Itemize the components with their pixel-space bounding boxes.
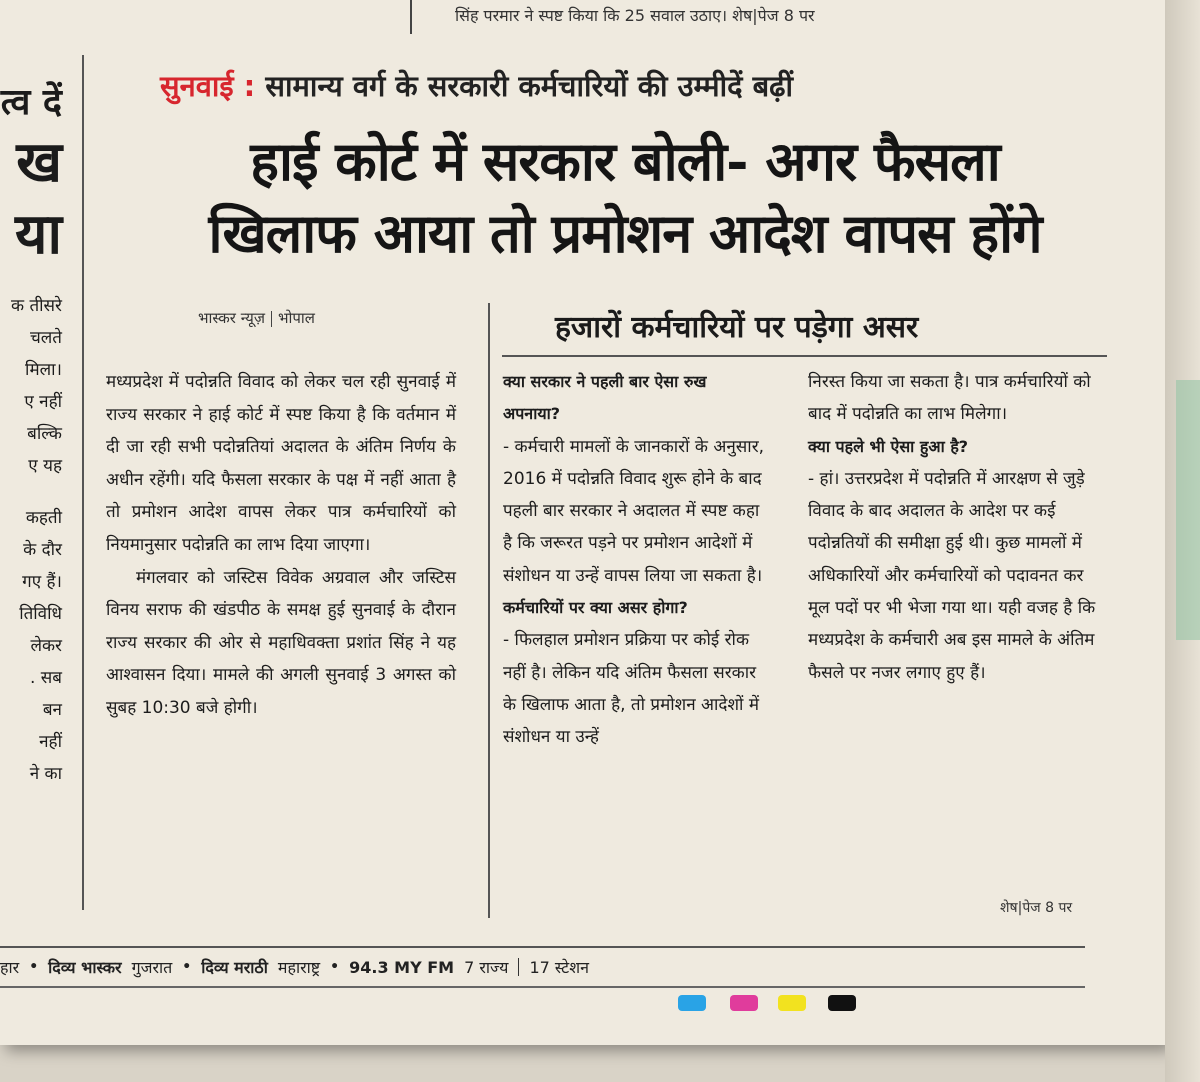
kicker — [160, 66, 793, 105]
left-line: गए हैं। — [22, 572, 62, 592]
byline-city: भोपाल — [277, 309, 315, 327]
answer: - कर्मचारी मामलों के जानकारों के अनुसार, 2016 में पदोन्नति विवाद शुरू होने के बाद पहली बार सरकार ने अदालत में स्पष्ट कहा है कि जरूरत पड़ने पर प्रमोशन आदेशों में संशोधन या उन्हें वापस लिया जा सकता है। — [503, 436, 765, 586]
main-paragraph-2: मंगलवार को जस्टिस विवेक अग्रवाल और जस्टिस विनय सराफ की खंडपीठ के समक्ष हुई सुनवाई के दौरान राज्य सरकार की ओर से महाधिवक्ता प्रशांत सिंह ने यह आश्वासन दिया। मामले की अगली सुनवाई 3 अगस्त को सुबह 10:30 बजे होगी। — [106, 567, 456, 718]
kicker-text: सामान्य वर्ग के सरकारी कर्मचारियों की उम्मीदें बढ़ीं — [265, 69, 793, 103]
footer-item: 17 स्टेशन — [529, 958, 589, 977]
left-fragment-column — [0, 78, 72, 913]
left-line: नहीं — [39, 732, 62, 752]
left-line: मिला। — [25, 360, 62, 380]
bullet-icon: • — [29, 959, 39, 975]
footer-separator — [518, 958, 519, 976]
cyan-registration-mark — [678, 995, 706, 1011]
left-line: ए यह — [28, 456, 62, 476]
sidebar-heading-rule — [502, 355, 1107, 357]
footer-brand: दिव्य मराठी — [201, 958, 268, 977]
left-big-line: त्व दें — [0, 81, 62, 123]
headline-line-2: खिलाफ आया तो प्रमोशन आदेश वापस होंगे — [208, 201, 1042, 265]
column-rule-left — [82, 55, 84, 910]
question: क्या सरकार ने पहली बार ऐसा रुख अपनाया? — [503, 372, 707, 424]
byline — [198, 308, 315, 328]
footer-top-rule — [0, 946, 1085, 948]
left-line: कहती — [25, 508, 62, 528]
left-line: ने का — [29, 764, 62, 784]
left-line: ए नहीं — [24, 392, 62, 412]
answer: - फिलहाल प्रमोशन प्रक्रिया पर कोई रोक नहीं है। लेकिन यदि अंतिम फैसला सरकार के खिलाफ आता है, तो प्रमोशन आदेशों में संशोधन या उन्हें — [503, 630, 759, 748]
footer-brands — [0, 952, 589, 982]
footer-item: हार — [0, 958, 20, 977]
question: क्या पहले भी ऐसा हुआ है? — [808, 436, 969, 456]
left-line: क तीसरे — [11, 296, 62, 316]
bullet-icon: • — [330, 959, 340, 975]
footer-brand: 94.3 MY FM — [349, 957, 455, 977]
kicker-separator: : — [233, 69, 266, 103]
qa-column-2 — [808, 366, 1098, 689]
sidebar-heading: हजारों कर्मचारियों पर पड़ेगा असर — [555, 310, 919, 345]
byline-separator — [271, 311, 272, 327]
answer: निरस्त किया जा सकता है। पात्र कर्मचारियों को बाद में पदोन्नति का लाभ मिलेगा। — [808, 372, 1091, 425]
left-line: के दौर — [23, 540, 62, 560]
top-snippet: सिंह परमार ने स्पष्ट किया कि 25 सवाल उठाए। शेष|पेज 8 पर — [455, 6, 815, 25]
column-rule-middle — [488, 303, 490, 918]
headline-line-1: हाई कोर्ट में सरकार बोली- अगर फैसला — [250, 129, 1000, 193]
left-big-line: ख — [16, 129, 62, 195]
black-registration-mark — [828, 995, 856, 1011]
left-line: चलते — [29, 328, 62, 348]
bullet-icon: • — [182, 959, 192, 975]
main-paragraph-1: मध्यप्रदेश में पदोन्नति विवाद को लेकर चल रही सुनवाई में राज्य सरकार ने हाई कोर्ट में स्पष्ट किया है कि वर्तमान में दी जा रही सभी पदोन्नतियां अदालत के अंतिम निर्णय के अधीन रहेंगी। यदि फैसला सरकार के पक्ष में नहीं आता है तो प्रमोशन आदेश वापस लेकर पात्र कर्मचारियों को नियमानुसार पदोन्नति का लाभ दिया जाएगा। — [106, 372, 456, 555]
left-line: बन — [42, 700, 62, 720]
left-line: तिविधि — [19, 604, 62, 624]
main-story — [106, 366, 456, 725]
qa-column-1 — [503, 366, 765, 754]
left-big-line: या — [15, 201, 62, 267]
top-column-rule — [410, 0, 412, 34]
footer-brand: दिव्य भास्कर — [48, 958, 122, 977]
footer-item: महाराष्ट्र — [277, 958, 321, 977]
headline — [100, 125, 1150, 269]
continued-on: शेष|पेज 8 पर — [1000, 900, 1073, 916]
magenta-registration-mark — [730, 995, 758, 1011]
footer-bottom-rule — [0, 986, 1085, 988]
left-line: . सब — [29, 668, 62, 688]
byline-agency: भास्कर न्यूज़ — [198, 309, 265, 327]
adjacent-page-green-print — [1176, 380, 1200, 640]
footer-item: गुजरात — [131, 958, 173, 977]
left-line: लेकर — [30, 636, 62, 656]
footer-item: 7 राज्य — [464, 958, 509, 977]
answer: - हां। उत्तरप्रदेश में पदोन्नति में आरक्षण से जुड़े विवाद के बाद अदालत के आदेश पर कई पदोन्नतियों की समीक्षा हुई थी। कुछ मामलों में अधिकारियों और कर्मचारियों को पदावनत कर मूल पदों पर भी भेजा गया था। यही वजह है कि मध्यप्रदेश के कर्मचारी अब इस मामले के अंतिम फैसले पर नजर लगाए हुए हैं। — [808, 468, 1096, 683]
yellow-registration-mark — [778, 995, 806, 1011]
question: कर्मचारियों पर क्या असर होगा? — [503, 598, 688, 618]
left-line: बल्कि — [27, 424, 62, 444]
kicker-label: सुनवाई — [160, 69, 234, 103]
